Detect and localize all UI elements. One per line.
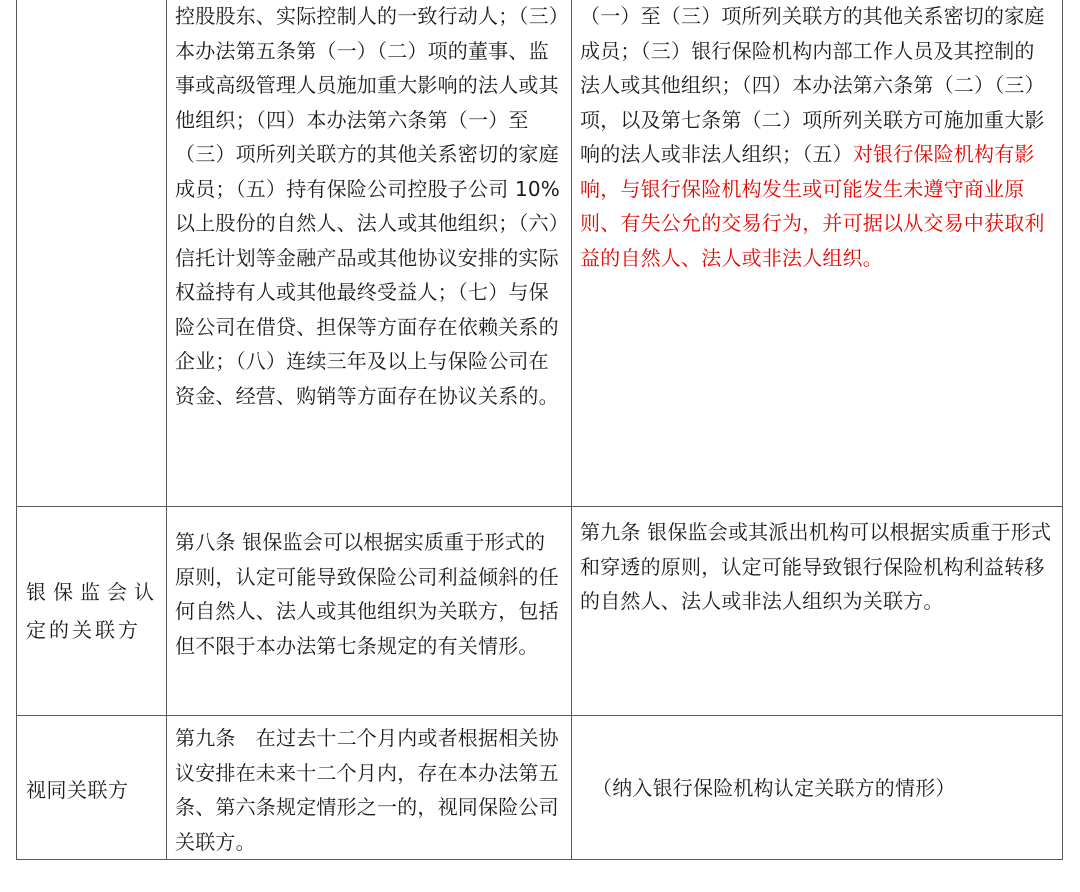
old-rule-text: 第八条 银保监会可以根据实质重于形式的原则，认定可能导致保险公司利益倾斜的任何自然人、法人或其他组织为关联方，包括但不限于本办法第七条规定的有关情形。 [175,530,559,658]
new-rule-text: （纳入银行保险机构认定关联方的情形） [592,776,956,801]
new-rule-text: 第九条 银保监会或其派出机构可以根据实质重于形式和穿透的原则，认定可能导致银行保险机构利益转移的自然人、法人或非法人组织为关联方。 [580,520,1052,613]
old-rule-cell [167,507,572,716]
table-row [17,0,1063,507]
new-rule-text [572,0,1062,275]
row-label-cell [17,507,167,716]
old-rule-cell [167,0,572,507]
new-rule-cell [572,507,1063,716]
row-label-cell [17,716,167,860]
row-label-cell [17,0,167,507]
new-rule-text-highlighted: 对银行保险机构有影响，与银行保险机构发生或可能发生未遵守商业原则、有失公允的交易行为，并可据以从交易中获取利益的自然人、法人或非法人组织。 [580,142,1045,270]
table-row [17,716,1063,860]
row-label: 视同关联方 [26,777,129,802]
new-rule-cell [572,0,1063,507]
row-label: 银保监会认定的关联方 [26,580,157,642]
table-row [17,507,1063,716]
old-rule-text: 第九条 在过去十二个月内或者根据相关协议安排在未来十二个月内，存在本办法第五条、第六条规定情形之一的，视同保险公司关联方。 [175,726,559,854]
regulation-comparison-table [16,0,1063,860]
new-rule-text-unchanged: （一）至（三）项所列关联方的其他关系密切的家庭成员；（三）银行保险机构内部工作人员及其控制的法人或其他组织；（四）本办法第六条第（二）（三）项，以及第七条第（二）项所列关联方可施加重大影响的法人或非法人组织；（五） [580,4,1045,166]
new-rule-cell [572,716,1063,860]
old-rule-text: 控股股东、实际控制人的一致行动人；（三）本办法第五条第（一）（二）项的董事、监事或高级管理人员施加重大影响的法人或其他组织；（四）本办法第六条第（一）至（三）项所列关联方的其他关系密切的家庭成员；（五）持有保险公司控股子公司 10%以上股份的自然人、法人或其他组织；（六）信托计划等金融产品或其他协议安排的实际权益持有人或其他最终受益人；（七）与保险公司在借贷、担保等方面存在依赖关系的企业；（八）连续三年及以上与保险公司在资金、经营、购销等方面存在协议关系的。 [175,4,561,408]
old-rule-cell [167,716,572,860]
